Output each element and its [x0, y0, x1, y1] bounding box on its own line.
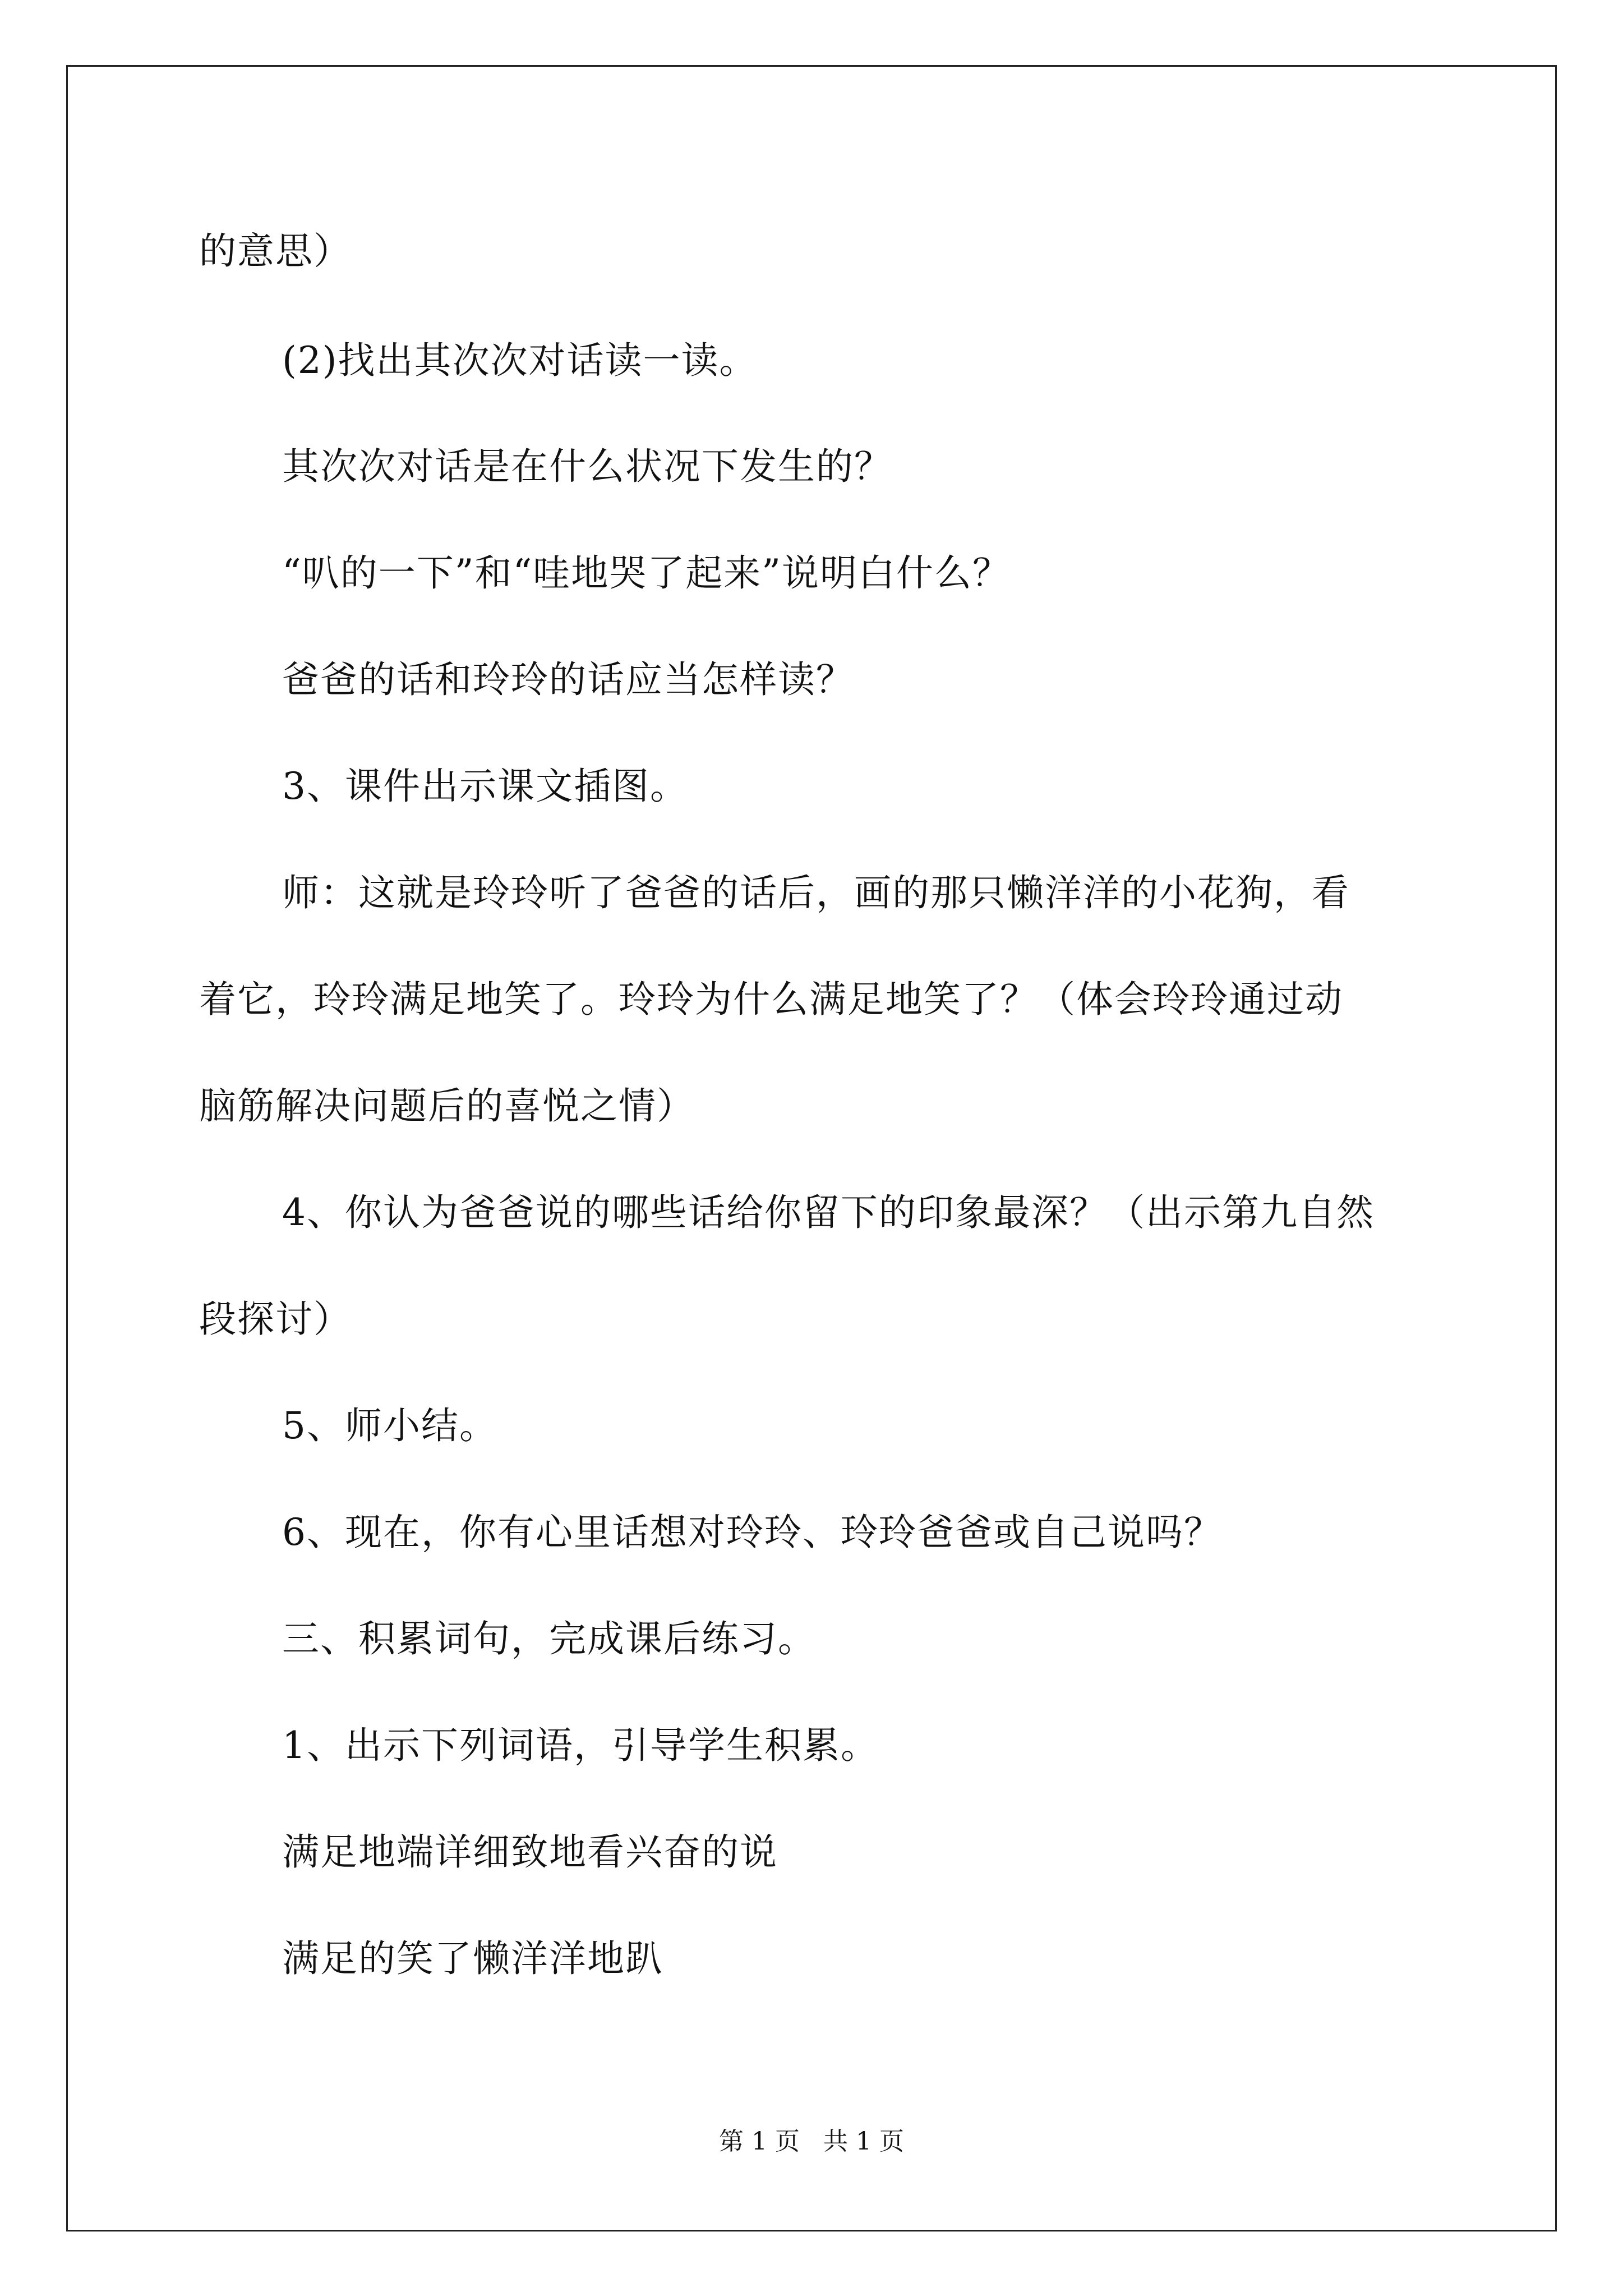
page-number: 第 1 页 共 1 页	[719, 2127, 904, 2156]
text-line: 满足地端详细致地看兴奋的说	[282, 1830, 778, 1874]
text-line: 6、现在，你有心里话想对玲玲、玲玲爸爸或自己说吗？	[282, 1511, 1222, 1554]
text-line: 4、你认为爸爸说的哪些话给你留下的印象最深？（出示第九自然	[282, 1191, 1375, 1234]
text-line: 着它，玲玲满足地笑了。玲玲为什么满足地笑了？（体会玲玲通过动	[199, 978, 1343, 1021]
text-line: 三、积累词句，完成课后练习。	[282, 1617, 816, 1660]
text-line: 其次次对话是在什么状况下发生的？	[282, 445, 892, 488]
text-line: “叭的一下”和“哇地哭了起来”说明白什么？	[282, 551, 1011, 595]
text-line: 的意思）	[199, 229, 352, 273]
text-line: 脑筋解决问题后的喜悦之情）	[199, 1084, 695, 1128]
text-line: 段探讨）	[199, 1297, 352, 1341]
text-line: 5、师小结。	[282, 1404, 497, 1447]
text-line: 满足的笑了懒洋洋地趴	[282, 1937, 663, 1980]
page-footer	[0, 2126, 1623, 2157]
text-line: 爸爸的话和玲玲的话应当怎样读？	[282, 658, 854, 701]
text-line: 3、课件出示课文插图。	[282, 765, 688, 808]
page-border	[66, 65, 1557, 2231]
text-line: 1、出示下列词语，引导学生积累。	[282, 1724, 879, 1767]
text-line: (2)找出其次次对话读一读。	[282, 339, 758, 382]
text-line: 师：这就是玲玲听了爸爸的话后，画的那只懒洋洋的小花狗，看	[282, 871, 1350, 914]
